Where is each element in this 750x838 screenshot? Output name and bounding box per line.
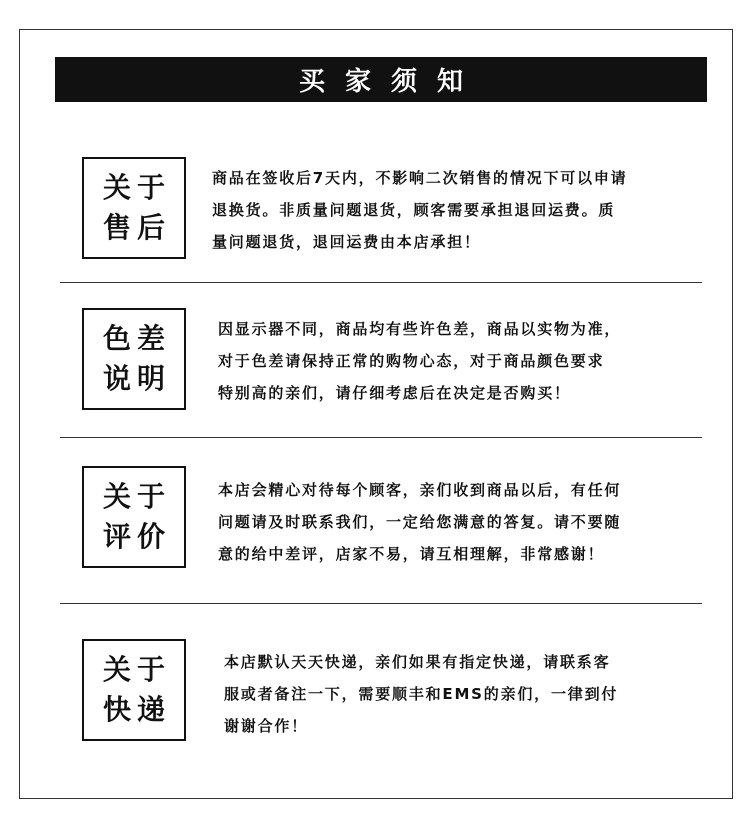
text-line: 谢谢合作！: [224, 717, 309, 735]
label-line-2: 说明: [102, 362, 171, 395]
text-line: 意的给中差评，店家不易，请互相理解，非常感谢！: [218, 545, 605, 563]
label-line-1: 关于: [102, 171, 171, 204]
label-box-shipping: [82, 639, 186, 741]
color-difference-text: [218, 313, 621, 409]
label-box-after-sales: [82, 157, 186, 259]
text-line: 特别高的亲们，请仔细考虑后在决定是否购买！: [218, 384, 571, 402]
label-box-color-difference: [82, 308, 186, 410]
text-line: 退换货。非质量问题退货，顾客需要承担退回运费。质: [212, 201, 616, 219]
label-line-1: 色差: [102, 322, 171, 355]
text-line: 对于色差请保持正常的购物心态，对于商品颜色要求: [218, 352, 605, 370]
text-line: 本店会精心对待每个顾客，亲们收到商品以后，有任何: [218, 481, 622, 499]
page-title: 买家须知: [55, 57, 707, 102]
text-line: 本店默认天天快递，亲们如果有指定快递，请联系客: [224, 653, 611, 671]
text-line: 问题请及时联系我们，一定给您满意的答复。请不要随: [218, 513, 622, 531]
shipping-text: [224, 646, 618, 742]
text-line: 因显示器不同，商品均有些许色差，商品以实物为准，: [218, 320, 622, 338]
label-box-reviews: [82, 466, 186, 568]
label-line-2: 售后: [102, 211, 171, 244]
reviews-text: [218, 474, 621, 570]
section-divider: [60, 437, 702, 438]
label-line-2: 快递: [102, 693, 171, 726]
text-line: 量问题退货，退回运费由本店承担！: [212, 233, 481, 251]
after-sales-text: [212, 162, 627, 258]
label-line-1: 关于: [102, 653, 171, 686]
text-line: 商品在签收后7天内，不影响二次销售的情况下可以申请: [212, 169, 628, 187]
label-line-1: 关于: [102, 480, 171, 513]
section-divider: [60, 603, 702, 604]
text-line: 服或者备注一下，需要顺丰和EMS的亲们，一律到付: [224, 685, 619, 703]
label-line-2: 评价: [102, 520, 171, 553]
section-divider: [60, 282, 702, 283]
